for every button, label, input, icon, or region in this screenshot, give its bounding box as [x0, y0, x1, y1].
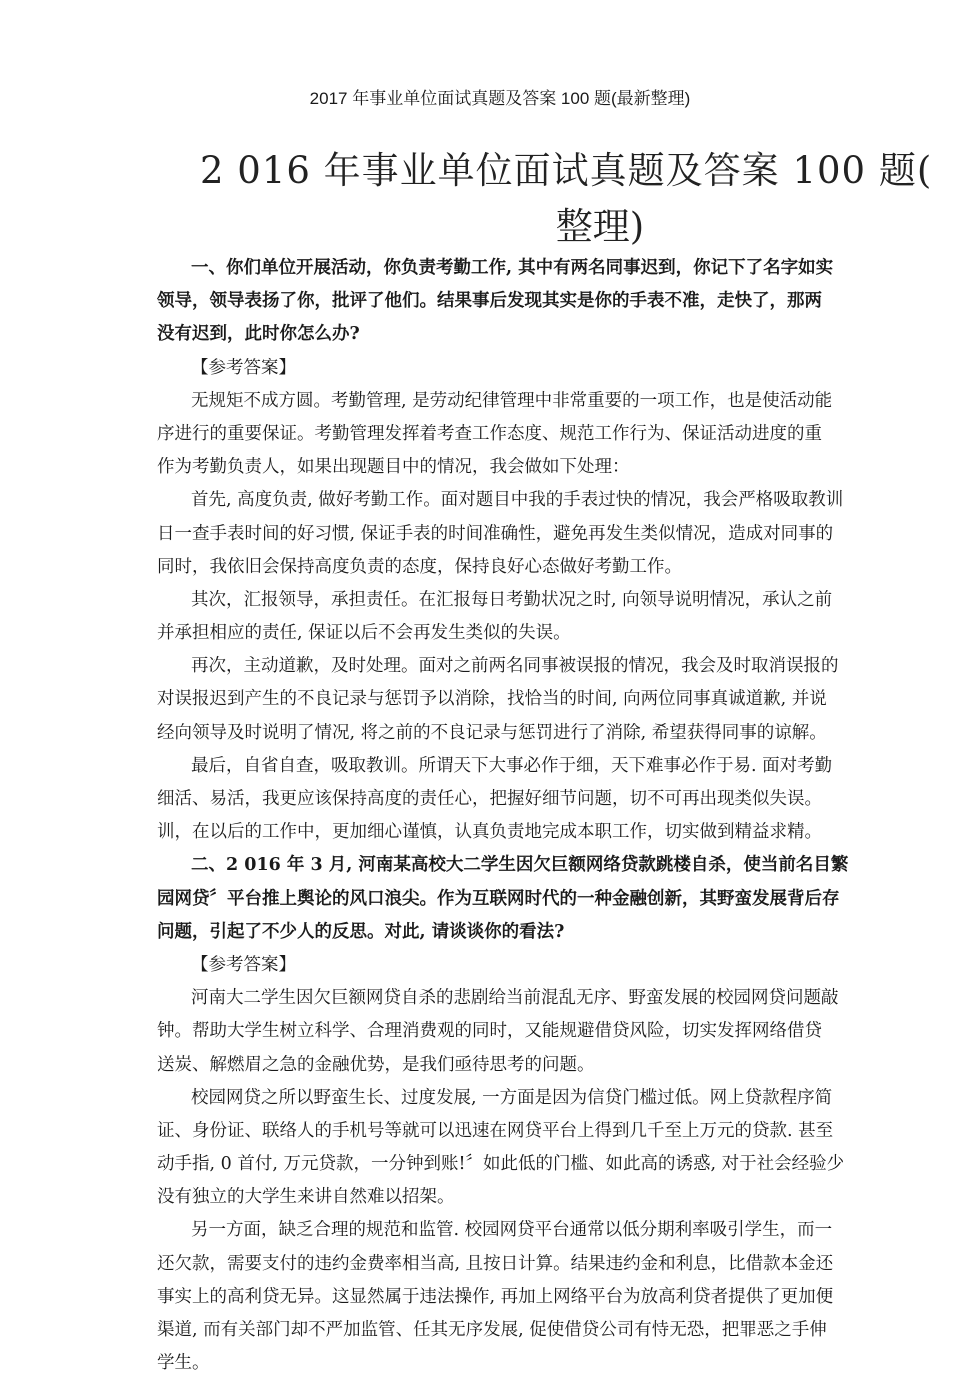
paragraph-line: 【参考答案】	[191, 357, 296, 378]
paragraph-line: 其次，汇报领导，承担责任。在汇报每日考勤状况之时, 向领导说明情况，承认之前	[191, 589, 833, 610]
question-line: 二、2 016 年 3 月, 河南某高校大二学生因欠巨额网络贷款跳楼自杀，使当前名目繁	[191, 855, 849, 876]
question-line: 问题，引起了不少人的反思。对此, 请谈谈你的看法?	[157, 921, 565, 942]
paragraph-line: 还欠款，需要支付的违约金费率相当高, 且按日计算。结果违约金和利息，比借款本金还	[157, 1253, 834, 1274]
paragraph-line: 作为考勤负责人，如果出现题目中的情况，我会做如下处理：	[157, 457, 630, 478]
paragraph-line: 对误报迟到产生的不良记录与惩罚予以消除，找恰当的时间, 向两位同事真诚道歉, 并说	[157, 689, 827, 710]
document-title: 2 016 年事业单位面试真题及答案 100 题(	[200, 149, 933, 192]
paragraph-line: 学生。	[157, 1353, 210, 1374]
question-line: 一、你们单位开展活动，你负责考勤工作, 其中有两名同事迟到，你记下了名字如实	[191, 258, 834, 278]
paragraph-line: 动手指, 0 首付, 万元贷款，一分钟到账!〞如此低的门槛、如此高的诱惑, 对于社会经验少	[157, 1154, 845, 1175]
paragraph-line: 序进行的重要保证。考勤管理发挥着考查工作态度、规范工作行为、保证活动进度的重	[157, 423, 822, 444]
question-line: 园网贷〞平台推上舆论的风口浪尖。作为互联网时代的一种金融创新，其野蛮发展背后存	[157, 888, 840, 909]
paragraph-line: 同时，我依旧会保持高度负责的态度，保持良好心态做好考勤工作。	[157, 556, 682, 577]
document-body	[157, 252, 977, 1380]
paragraph-line: 另一方面，缺乏合理的规范和监管. 校园网贷平台通常以低分期利率吸引学生，而一	[191, 1220, 833, 1241]
paragraph-line: 再次，主动道歉，及时处理。面对之前两名同事被误报的情况，我会及时取消误报的	[191, 656, 839, 677]
question-line: 领导，领导表扬了你，批评了他们。结果事后发现其实是你的手表不准，走快了，那两	[157, 291, 822, 312]
paragraph-line: 日一查手表时间的好习惯, 保证手表的时间准确性，避免再发生类似情况，造成对同事的	[157, 523, 834, 544]
paragraph-line: 【参考答案】	[191, 954, 296, 975]
paragraph-line: 经向领导及时说明了情况, 将之前的不良记录与惩罚进行了消除, 希望获得同事的谅解。	[157, 722, 827, 743]
paragraph-line: 校园网贷之所以野蛮生长、过度发展, 一方面是因为信贷门槛过低。网上贷款程序简	[191, 1087, 833, 1108]
paragraph-line: 训，在以后的工作中，更加细心谨慎，认真负责地完成本职工作，切实做到精益求精。	[157, 822, 822, 843]
paragraph-line: 送炭、解燃眉之急的金融优势，是我们亟待思考的问题。	[157, 1054, 595, 1075]
paragraph-line: 河南大二学生因欠巨额网贷自杀的悲剧给当前混乱无序、野蛮发展的校园网贷问题敲	[191, 988, 839, 1009]
paragraph-line: 首先, 高度负责, 做好考勤工作。面对题目中我的手表过快的情况，我会严格吸取教训	[191, 490, 844, 511]
paragraph-line: 没有独立的大学生来讲自然难以招架。	[157, 1187, 455, 1208]
paragraph-line: 渠道, 而有关部门却不严加监管、任其无序发展, 促使借贷公司有恃无恐，把罪恶之手伸	[157, 1320, 827, 1340]
paragraph-line: 事实上的高利贷无异。这显然属于违法操作, 再加上网络平台为放高利贷者提供了更加便	[157, 1286, 834, 1307]
paragraph-line: 并承担相应的责任, 保证以后不会再发生类似的失误。	[157, 623, 571, 644]
paragraph-line: 无规矩不成方圆。考勤管理, 是劳动纪律管理中非常重要的一项工作，也是使活动能	[191, 390, 833, 411]
paragraph-line: 细活、易活，我更应该保持高度的责任心，把握好细节问题，切不可再出现类似失误。	[157, 789, 822, 809]
paragraph-line: 最后，自省自查，吸取教训。所谓天下大事必作于细，天下难事必作于易. 面对考勤	[191, 755, 833, 776]
paragraph-line: 证、身份证、联络人的手机号等就可以迅速在网贷平台上得到几千至上万元的贷款. 甚至	[157, 1120, 834, 1141]
paragraph-line: 钟。帮助大学生树立科学、合理消费观的同时，又能规避借贷风险，切实发挥网络借贷	[157, 1021, 822, 1042]
question-line: 没有迟到，此时你怎么办?	[157, 324, 360, 345]
document-title-continuation: 整理)	[555, 205, 645, 248]
page-header: 2017 年事业单位面试真题及答案 100 题(最新整理)	[309, 89, 691, 108]
